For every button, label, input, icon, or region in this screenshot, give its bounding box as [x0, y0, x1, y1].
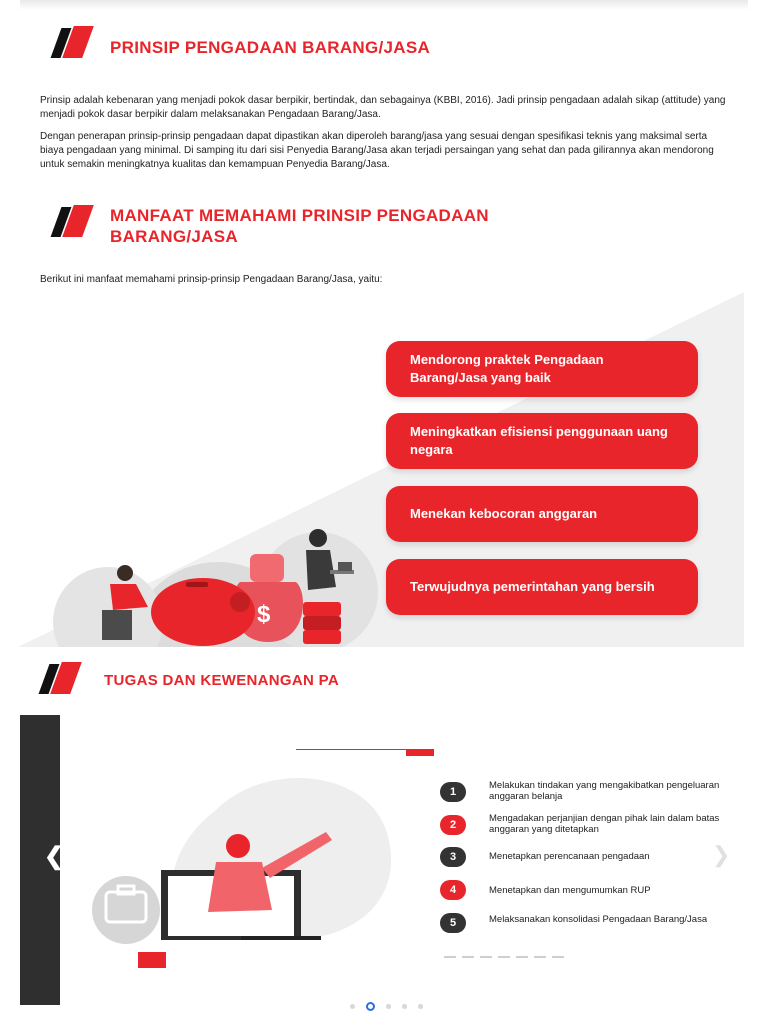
- carousel-pagination: [350, 998, 434, 1016]
- tugas-item-3: Menetapkan perencanaan pengadaan: [489, 851, 650, 862]
- benefit-card-4: Terwujudnya pemerintahan yang bersih: [386, 559, 698, 615]
- item-number-1: 1: [440, 782, 466, 802]
- top-shadow: [20, 0, 748, 10]
- manfaat-intro: Berikut ini manfaat memahami prinsip-prinsip Pengadaan Barang/Jasa, yaitu:: [40, 274, 383, 285]
- item-number-3: 3: [440, 847, 466, 867]
- brand-logo-icon: [54, 203, 92, 239]
- chevron-left-icon[interactable]: ❮: [44, 843, 65, 870]
- section-title-tugas: TUGAS DAN KEWENANGAN PA: [104, 672, 339, 689]
- section-title-manfaat: [110, 205, 489, 247]
- tugas-item-4: Menetapkan dan mengumumkan RUP: [489, 885, 651, 896]
- svg-text:$: $: [257, 601, 271, 628]
- tugas-illustration: [66, 750, 406, 950]
- carousel-dot-3[interactable]: [386, 1004, 391, 1009]
- decorative-red-block: [138, 952, 166, 968]
- paragraph-prinsip-definition: Prinsip adalah kebenaran yang menjadi pokok dasar berpikir, bertindak, dan sebagainya (KBBI, 2016). Jadi prinsip pengadaan adalah sikap (attitude) yang menjadi pokok dasar berpikir dalam melaksanakan Pengadaan Barang/Jasa.: [40, 95, 726, 120]
- chevron-right-icon[interactable]: ❯: [712, 842, 731, 867]
- section-title-manfaat-line1: MANFAAT MEMAHAMI PRINSIP PENGADAAN: [110, 206, 489, 225]
- benefit-card-3: Menekan kebocoran anggaran: [386, 486, 698, 542]
- item-number-2: 2: [440, 815, 466, 835]
- item-number-5: 5: [440, 913, 466, 933]
- section-title-prinsip: PRINSIP PENGADAAN BARANG/JASA: [110, 38, 431, 57]
- tugas-item-2: Mengadakan perjanjian dengan pihak lain dalam batas anggaran yang ditetapkan: [489, 813, 720, 835]
- item-number-4: 4: [440, 880, 466, 900]
- carousel-dot-4[interactable]: [402, 1004, 407, 1009]
- benefit-card-2: Meningkatkan efisiensi penggunaan uang negara: [386, 413, 698, 469]
- brand-logo-icon: [42, 660, 80, 696]
- section-title-manfaat-line2: BARANG/JASA: [110, 227, 238, 246]
- brand-logo-icon: [54, 24, 92, 60]
- tugas-item-1: Melakukan tindakan yang mengakibatkan pengeluaran anggaran belanja: [489, 780, 720, 802]
- divider-dashes: [444, 945, 570, 963]
- paragraph-prinsip-benefit: Dengan penerapan prinsip-prinsip pengadaan dapat dipastikan akan diperoleh barang/jasa yang sesuai dengan spesifikasi teknis yang maksimal serta biaya pengadaan yang minimal. Di samping itu dari sisi Penyedia Barang/Jasa akan terjadi persaingan yang sehat dan pada gilirannya akan mendorong untuk semakin meningkatnya kualitas dan kemampuan Penyedia Barang/Jasa.: [40, 131, 714, 170]
- tugas-item-5: Melaksanakan konsolidasi Pengadaan Barang/Jasa: [489, 914, 708, 925]
- benefit-card-1: Mendorong praktek Pengadaan Barang/Jasa yang baik: [386, 341, 698, 397]
- carousel-dot-2[interactable]: [366, 1002, 375, 1011]
- carousel-dot-5[interactable]: [418, 1004, 423, 1009]
- carousel-dot-1[interactable]: [350, 1004, 355, 1009]
